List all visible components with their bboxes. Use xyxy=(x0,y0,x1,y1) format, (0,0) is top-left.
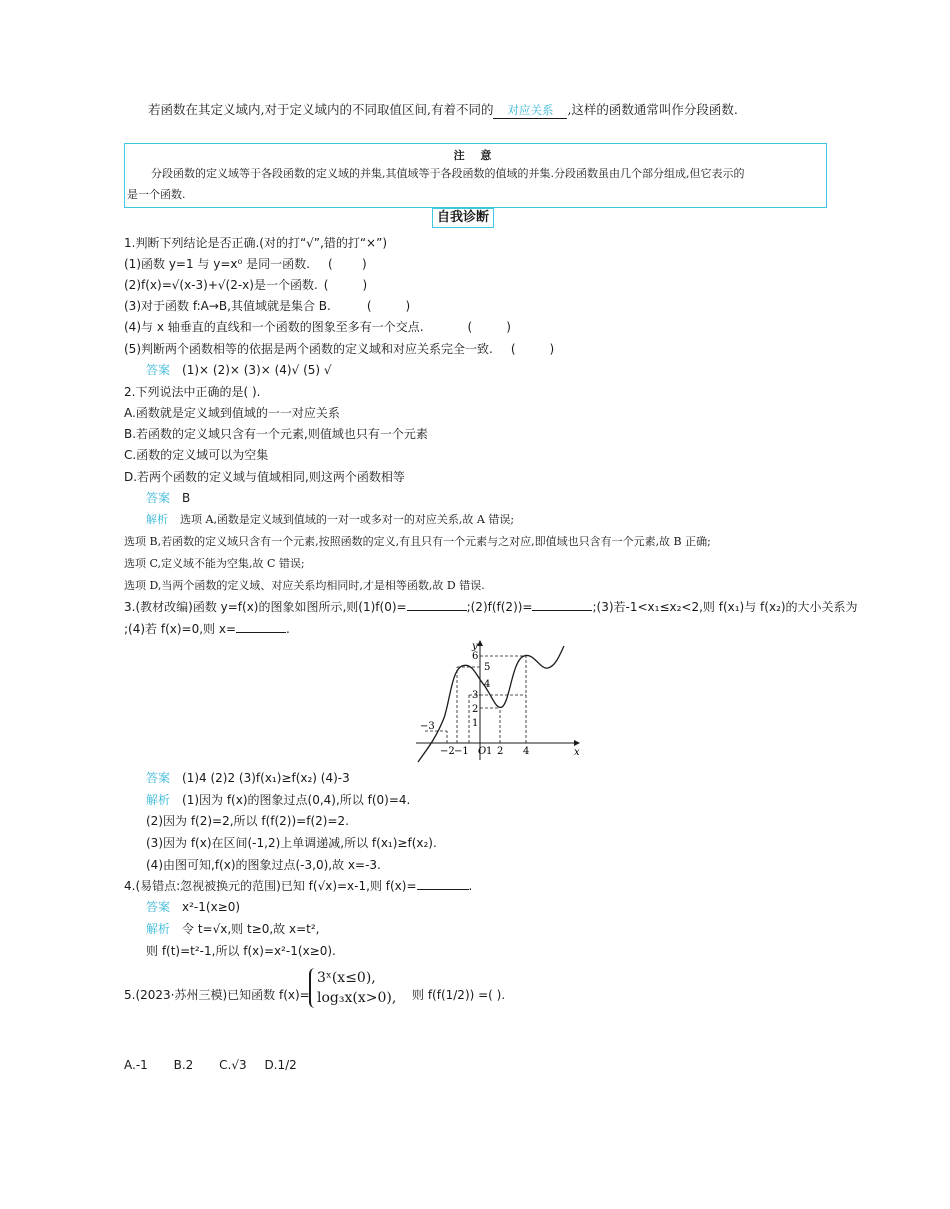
x-tick-1: 1 xyxy=(486,746,493,757)
q1-item-2: (2)f(x)=√(x-3)+√(2-x)是一个函数. ( ) xyxy=(124,278,368,292)
q3-stem-line-1: 3.(教材改编)函数 y=f(x)的图象如图所示,则(1)f(0)= ;(2)f(f(2))= ;(3)若-1<x₁≤x₂<2,则 f(x₁)与 f(x₂)的大小关系为 xyxy=(124,600,858,614)
q2-option-d: D.若两个函数的定义域与值域相同,则这两个函数相等 xyxy=(124,470,405,484)
q2-analysis-2: 选项 B,若函数的定义域只含有一个元素,按照函数的定义,有且只有一个元素与之对应,即值域也只含有一个元素,故 B 正确; xyxy=(124,535,711,548)
q2-answer: 答案 B xyxy=(146,491,191,505)
x-tick-neg2: −2 xyxy=(440,746,455,757)
q2-analysis-1: 解析 选项 A,函数是定义域到值域的一对一或多对一的对应关系,故 A 错误; xyxy=(146,513,515,526)
q2-stem: 2.下列说法中正确的是( ). xyxy=(124,385,261,399)
intro-before: 若函数在其定义域内,对于定义域内的不同取值区间,有着不同的 xyxy=(148,102,494,117)
x-tick-neg1: −1 xyxy=(454,746,469,757)
note-box xyxy=(124,143,827,208)
q1-item-4: (4)与 x 轴垂直的直线和一个函数的图象至多有一个交点. ( ) xyxy=(124,320,511,334)
q2-option-a: A.函数就是定义域到值域的一一对应关系 xyxy=(124,406,340,420)
y-tick-4: 4 xyxy=(484,679,491,690)
q4-stem: 4.(易错点:忽视被换元的范围)已知 f(√x)=x-1,则 f(x)= . xyxy=(124,879,473,893)
y-axis-arrow xyxy=(477,640,483,646)
q5-piecewise xyxy=(309,968,396,1008)
y-tick-1: 1 xyxy=(472,718,479,729)
note-line-1: 分段函数的定义域等于各段函数的定义域的并集,其值域等于各段函数的值域的并集.分段函数虽由几个部分组成,但它表示的 xyxy=(151,167,745,180)
q3-analysis-1: 解析 (1)因为 f(x)的图象过点(0,4),所以 f(0)=4. xyxy=(146,793,411,807)
q3-analysis-4: (4)由图可知,f(x)的图象过点(-3,0),故 x=-3. xyxy=(146,858,381,872)
q4-analysis-1: 解析 令 t=√x,则 t≥0,故 x=t², xyxy=(146,922,320,936)
intro-blank-answer: 对应关系 xyxy=(493,102,567,119)
q5-option-c: C.√3 xyxy=(219,1058,247,1072)
x-tick-2: 2 xyxy=(497,746,504,757)
q3-analysis-3: (3)因为 f(x)在区间(-1,2)上单调递减,所以 f(x₁)≥f(x₂). xyxy=(146,836,437,850)
origin-label: O xyxy=(478,746,487,757)
y-tick-3: 3 xyxy=(472,690,479,701)
intro-after: ,这样的函数通常叫作分段函数. xyxy=(567,102,738,117)
q1-stem: 1.判断下列结论是否正确.(对的打“√”,错的打“×”) xyxy=(124,236,388,250)
q5-options xyxy=(124,1058,297,1072)
q5-piece-2: log₃x(x>0), xyxy=(317,990,397,1006)
q3-answer: 答案 (1)4 (2)2 (3)f(x₁)≥f(x₂) (4)-3 xyxy=(146,771,350,785)
q2-analysis-3: 选项 C,定义域不能为空集,故 C 错误; xyxy=(124,557,305,570)
q5-option-b: B.2 xyxy=(173,1058,194,1072)
q5-option-d: D.1/2 xyxy=(264,1058,297,1072)
q3-stem-line-2: ;(4)若 f(x)=0,则 x= . xyxy=(124,622,290,636)
section-title: 自我诊断 xyxy=(432,208,494,228)
y-tick-6: 6 xyxy=(472,651,479,662)
intro-paragraph xyxy=(148,100,738,119)
note-line-2: 是一个函数. xyxy=(127,188,186,201)
note-title: 注 意 xyxy=(453,149,498,162)
q1-item-5: (5)判断两个函数相等的依据是两个函数的定义域和对应关系完全一致. ( ) xyxy=(124,342,555,356)
x-axis-arrow xyxy=(574,740,580,746)
q5-stem-b: 则 f(f(1/2)) =( ). xyxy=(412,988,506,1002)
y-axis-label: y xyxy=(472,641,478,652)
q2-option-b: B.若函数的定义域只含有一个元素,则值域也只有一个元素 xyxy=(124,427,428,441)
x-tick-4: 4 xyxy=(523,746,530,757)
x-label-neg3: −3 xyxy=(420,721,435,732)
q5-piece-1: 3ˣ(x≤0), xyxy=(317,970,376,986)
x-axis-label: x xyxy=(574,747,580,758)
y-tick-5: 5 xyxy=(484,662,491,673)
q4-analysis-2: 则 f(t)=t²-1,所以 f(x)=x²-1(x≥0). xyxy=(146,944,336,958)
y-tick-2: 2 xyxy=(472,704,479,715)
q1-item-3: (3)对于函数 f:A→B,其值域就是集合 B. ( ) xyxy=(124,299,411,313)
q1-item-1: (1)函数 y=1 与 y=x⁰ 是同一函数. ( ) xyxy=(124,257,367,271)
q2-option-c: C.函数的定义域可以为空集 xyxy=(124,448,269,462)
function-graph xyxy=(414,640,584,765)
q4-answer: 答案 x²-1(x≥0) xyxy=(146,900,241,914)
q5-option-a: A.-1 xyxy=(124,1058,148,1072)
function-curve xyxy=(418,646,564,762)
q1-answer: 答案 (1)× (2)× (3)× (4)√ (5) √ xyxy=(146,363,332,377)
q3-analysis-2: (2)因为 f(2)=2,所以 f(f(2))=f(2)=2. xyxy=(146,814,349,828)
q2-analysis-4: 选项 D,当两个函数的定义域、对应关系均相同时,才是相等函数,故 D 错误. xyxy=(124,579,485,592)
q5-stem-a: 5.(2023·苏州三模)已知函数 f(x)= xyxy=(124,988,310,1002)
